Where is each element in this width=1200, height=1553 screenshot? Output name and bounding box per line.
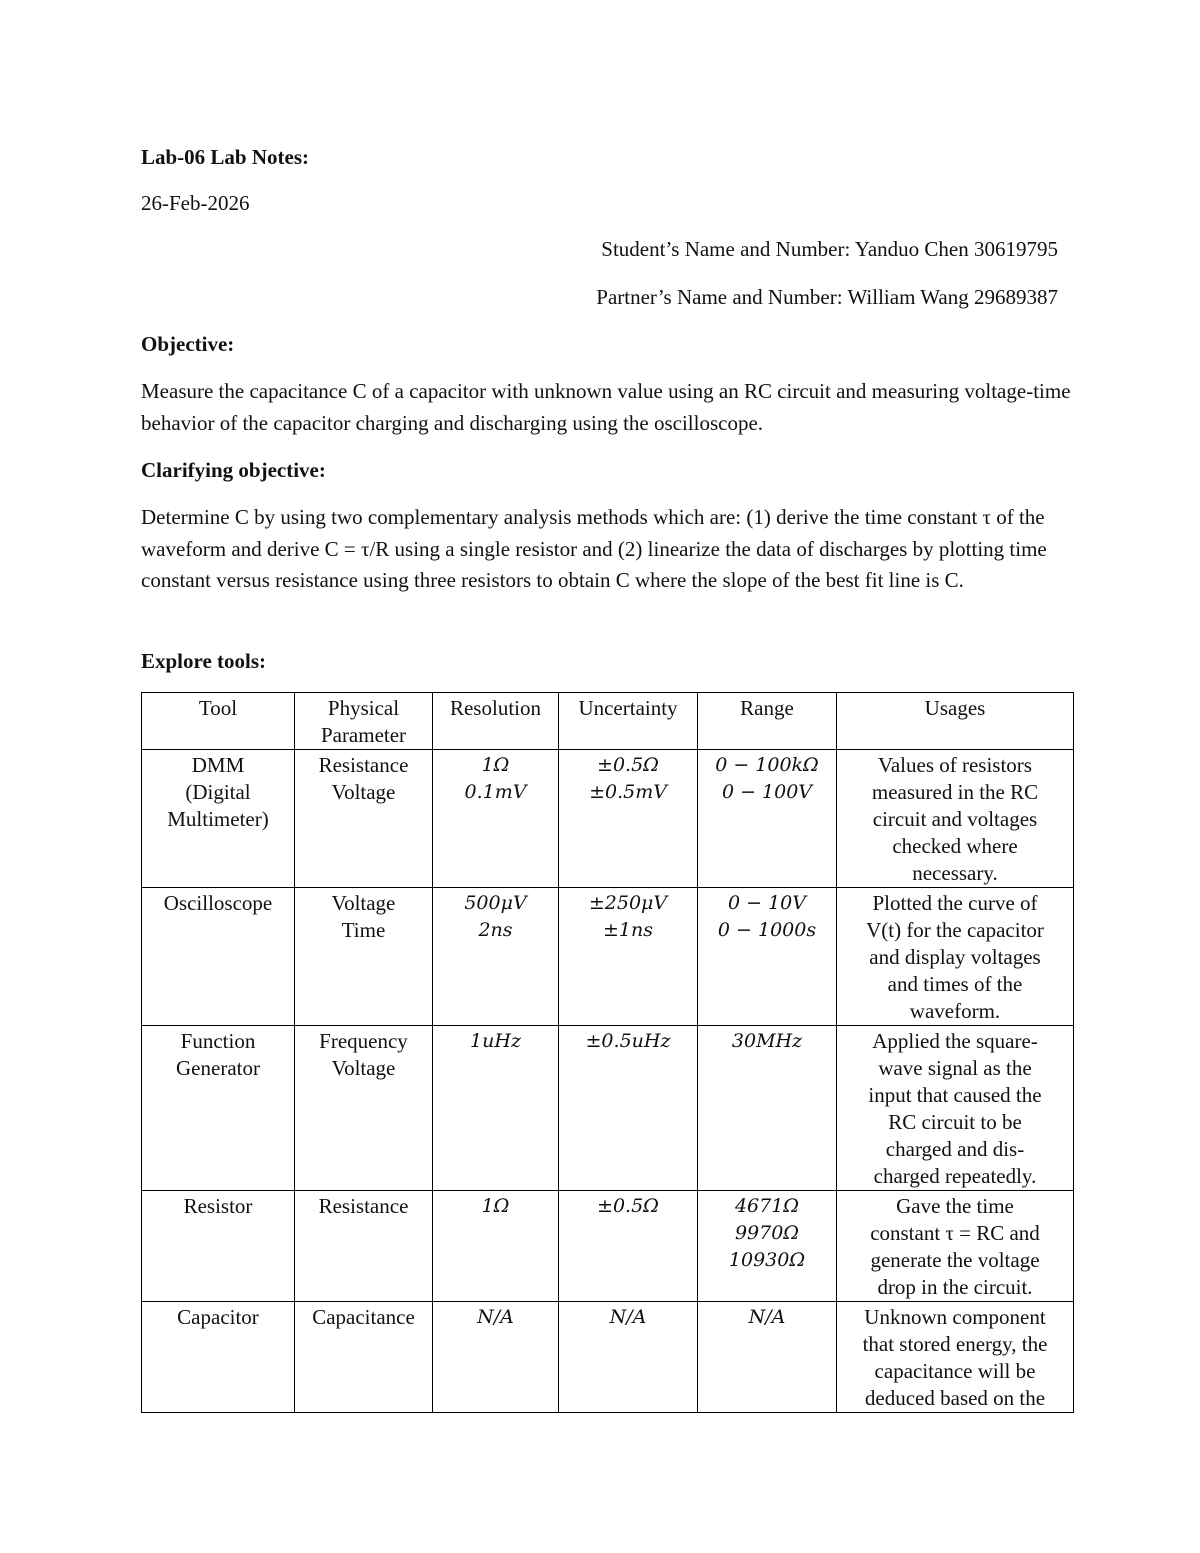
cell-tool: Resistor — [142, 1191, 295, 1302]
cell-uncertainty: N/A — [559, 1302, 698, 1413]
header-usages: Usages — [837, 693, 1074, 750]
cell-usages: Gave the time constant τ = RC and generate the voltage drop in the circuit. — [837, 1191, 1074, 1302]
header-resolution: Resolution — [433, 693, 559, 750]
cell-resolution: 1uHz — [433, 1026, 559, 1191]
table-row — [142, 888, 1074, 1026]
cell-parameter: Resistance — [295, 1191, 433, 1302]
header-uncertainty: Uncertainty — [559, 693, 698, 750]
student-info: Student’s Name and Number: Yanduo Chen 30619795 — [601, 237, 1058, 261]
date: 26-Feb-2026 — [141, 191, 250, 215]
page-title: Lab-06 Lab Notes: — [141, 145, 310, 169]
cell-tool: Oscilloscope — [142, 888, 295, 1026]
cell-uncertainty: ±0.5Ω ±0.5mV — [559, 750, 698, 888]
cell-range: 30MHz — [698, 1026, 837, 1191]
partner-info: Partner’s Name and Number: William Wang 29689387 — [596, 285, 1058, 309]
clarifying-heading: Clarifying objective: — [141, 458, 326, 482]
cell-usages: Plotted the curve of V(t) for the capacitor and display voltages and times of the waveform. — [837, 888, 1074, 1026]
header-parameter: Physical Parameter — [295, 693, 433, 750]
cell-resolution: 500μV 2ns — [433, 888, 559, 1026]
cell-parameter: Capacitance — [295, 1302, 433, 1413]
cell-range: 4671Ω 9970Ω 10930Ω — [698, 1191, 837, 1302]
cell-usages: Applied the square- wave signal as the input that caused the RC circuit to be charged and dis- charged repeatedly. — [837, 1026, 1074, 1191]
objective-heading: Objective: — [141, 332, 235, 356]
header-range: Range — [698, 693, 837, 750]
cell-usages: Unknown component that stored energy, the capacitance will be deduced based on the — [837, 1302, 1074, 1413]
cell-parameter: Voltage Time — [295, 888, 433, 1026]
cell-uncertainty: ±0.5Ω — [559, 1191, 698, 1302]
cell-resolution: 1Ω 0.1mV — [433, 750, 559, 888]
cell-range: 0 − 100kΩ 0 − 100V — [698, 750, 837, 888]
cell-resolution: 1Ω — [433, 1191, 559, 1302]
cell-tool: Function Generator — [142, 1026, 295, 1191]
table-row — [142, 1026, 1074, 1191]
cell-parameter: Frequency Voltage — [295, 1026, 433, 1191]
cell-usages: Values of resistors measured in the RC circuit and voltages checked where necessary. — [837, 750, 1074, 888]
cell-range: 0 − 10V 0 − 1000s — [698, 888, 837, 1026]
cell-uncertainty: ±250μV ±1ns — [559, 888, 698, 1026]
header-tool: Tool — [142, 693, 295, 750]
cell-uncertainty: ±0.5uHz — [559, 1026, 698, 1191]
cell-parameter: Resistance Voltage — [295, 750, 433, 888]
explore-heading: Explore tools: — [141, 649, 267, 673]
table-header-row — [142, 693, 1074, 750]
objective-text: Measure the capacitance C of a capacitor with unknown value using an RC circuit and measuring voltage-time behavior of the capacitor charging and discharging using the oscilloscope. — [141, 379, 1071, 435]
tools-table — [141, 692, 1074, 1413]
cell-tool: DMM (Digital Multimeter) — [142, 750, 295, 888]
cell-resolution: N/A — [433, 1302, 559, 1413]
table-row — [142, 1302, 1074, 1413]
table-row — [142, 1191, 1074, 1302]
clarifying-text: Determine C by using two complementary analysis methods which are: (1) derive the time constant τ of the waveform and derive C = τ/R using a single resistor and (2) linearize the data of discharges by plotting time constant versus resistance using three resistors to obtain C where the slope of the best fit line is C. — [141, 505, 1047, 592]
cell-tool: Capacitor — [142, 1302, 295, 1413]
table-row — [142, 750, 1074, 888]
cell-range: N/A — [698, 1302, 837, 1413]
